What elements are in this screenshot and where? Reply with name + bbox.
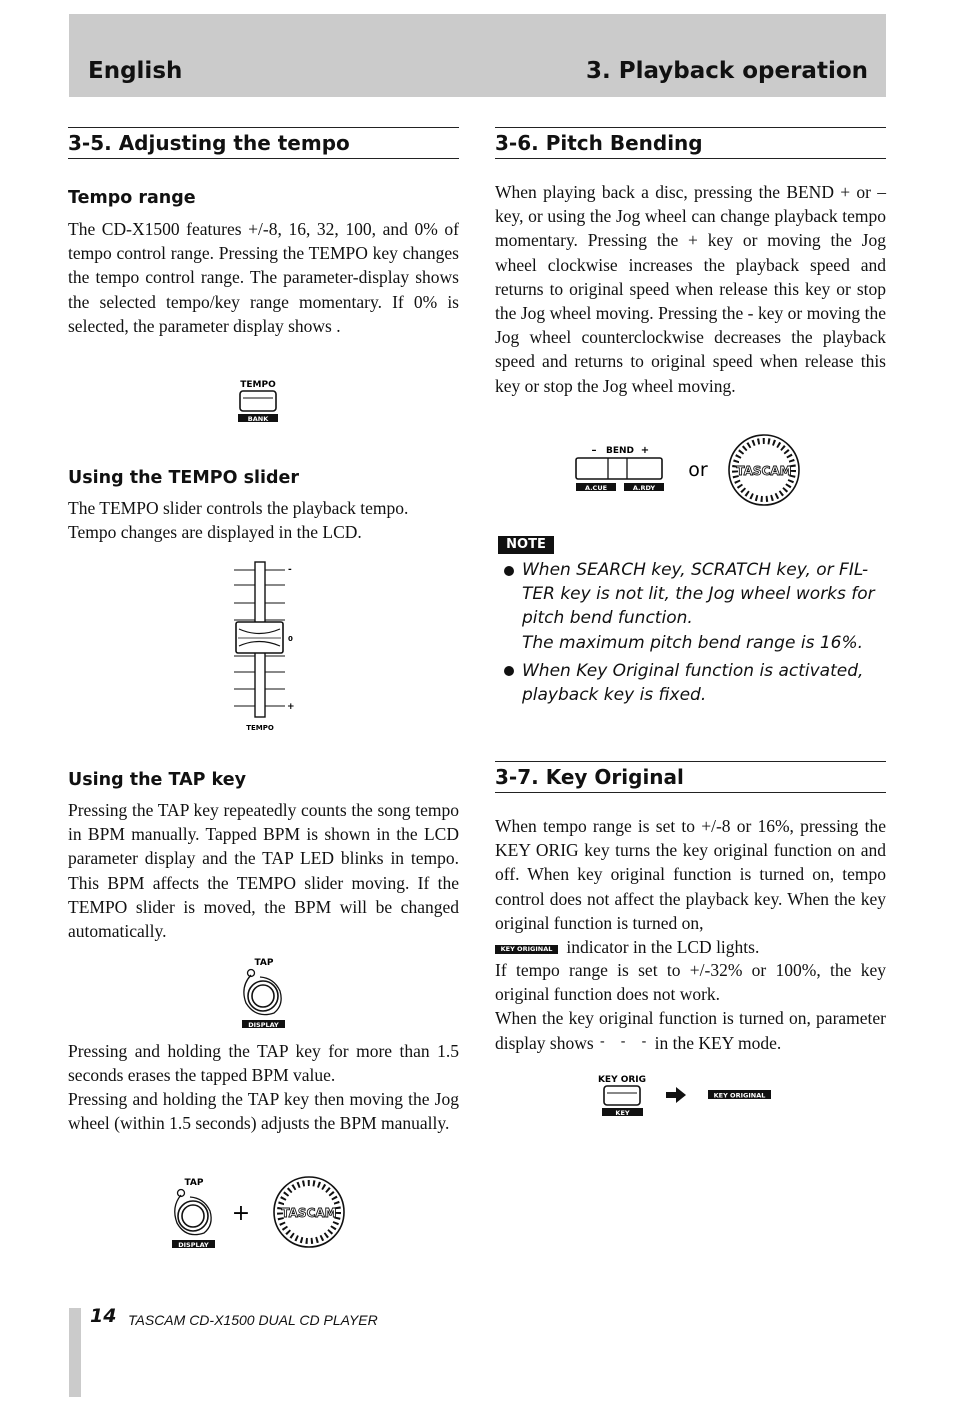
bend-label: BEND	[605, 446, 635, 456]
key-original-para-2: If tempo range is set to +/-32% or 100%, the key original function does not work.	[495, 960, 886, 1005]
key-original-para-3	[495, 1006, 886, 1055]
note-item-1	[522, 558, 888, 655]
bend-keys-illustration	[570, 434, 805, 508]
note-item-2: When Key Original function is activated, playback key is fixed.	[522, 661, 864, 706]
footer-bar	[69, 1308, 81, 1397]
bank-label: BANK	[247, 415, 269, 423]
section-3-6-title: 3-6. Pitch Bending	[495, 127, 886, 159]
key-original-para-1	[495, 814, 886, 959]
ardy-label: A.RDY	[632, 484, 656, 492]
header-chapter-title: 3. Playback operation	[586, 58, 868, 84]
tempo-key-button	[240, 391, 276, 411]
tempo-slider-text: The TEMPO slider controls the playback tempo. Tempo changes are displayed in the LCD.	[68, 498, 409, 543]
display-label: DISPLAY	[248, 1021, 279, 1029]
display-label-2: DISPLAY	[178, 1241, 209, 1249]
dashes-display: - - -	[598, 1034, 651, 1051]
page-number: 14	[90, 1305, 117, 1327]
tempo-key-label: TEMPO	[240, 380, 276, 390]
section-3-7-title: 3-7. Key Original	[495, 761, 886, 793]
note-bullet-1	[503, 565, 515, 577]
slider-bottom-label: TEMPO	[246, 724, 274, 732]
tap-key-label-2: TAP	[184, 1178, 204, 1188]
jog-wheel-1-logo: TASCAM	[281, 1206, 337, 1220]
note-1-line-2: The maximum pitch bend range is 16%.	[522, 632, 864, 653]
tap-key-label: TAP	[254, 958, 274, 968]
tempo-range-text: The CD-X1500 features +/-8, 16, 32, 100, and 0% of tempo control range. Pressing the TEMPO key changes the tempo control range. The parameter-display shows the selected tempo/key range momentary. If 0% is selected, the parameter display shows .	[68, 219, 459, 336]
tap-key-illustration	[238, 953, 290, 1031]
key-original-result-indicator: KEY ORIGINAL	[713, 1091, 766, 1100]
tempo-slider-heading: Using the TEMPO slider	[68, 468, 300, 488]
header-language: English	[88, 58, 183, 84]
tap-key-heading: Using the TAP key	[68, 770, 246, 790]
slider-zero-label: 0	[288, 635, 293, 643]
key-original-inline-indicator: KEY ORIGINAL	[495, 945, 558, 954]
bend-plus-label: +	[640, 445, 650, 456]
tempo-key-illustration	[234, 376, 284, 426]
tap-key-text-3: Pressing and holding the TAP key then moving the Jog wheel (within 1.5 seconds) adjusts the BPM manually.	[68, 1089, 459, 1134]
pitch-bending-text: When playing back a disc, pressing the BEND + or – key, or using the Jog wheel can change playback tempo momentary. Pressing the + key or moving the Jog wheel clockwise increases the playback speed and returns to original speed when release this key or stop the Jog wheel moving. Pressing the - key or moving the Jog wheel counterclockwise decreases the playback speed and returns to original speed when release this key or stop the Jog wheel moving.	[495, 182, 886, 396]
slider-minus-label: -	[288, 565, 292, 575]
jog-wheel-2-logo: TASCAM	[736, 464, 792, 478]
footer-product-name: TASCAM CD-X1500 DUAL CD PLAYER	[128, 1312, 378, 1328]
tap-key-text-2: Pressing and holding the TAP key for more than 1.5 seconds erases the tapped BPM value.	[68, 1041, 459, 1086]
key-original-para-3-text: When the key original function is turned on, parameter display shows	[495, 1008, 886, 1054]
header-band	[69, 14, 886, 97]
slider-plus-label: +	[287, 702, 295, 712]
or-text: or	[688, 459, 708, 481]
note-1-line-1: When SEARCH key, SCRATCH key, or FIL-TER key is not lit, the Jog wheel works for pitch bend function.	[522, 560, 875, 629]
tap-plus-jog-illustration	[168, 1172, 350, 1252]
tempo-slider-illustration	[228, 558, 308, 736]
note-badge: NOTE	[498, 536, 554, 554]
arrow-right-icon	[666, 1087, 686, 1103]
bend-minus-label: –	[591, 445, 597, 456]
key-orig-button	[604, 1086, 640, 1105]
section-3-5-title: 3-5. Adjusting the tempo	[68, 127, 459, 159]
key-original-para-1-text: When tempo range is set to +/-8 or 16%, pressing the KEY ORIG key turns the key original function on and off. When key original function is turned on, tempo control does not affect the playback key. When the key original function is turned on,	[495, 816, 886, 933]
tap-key-text-1: Pressing the TAP key repeatedly counts the song tempo in BPM manually. Tapped BPM is shown in the LCD parameter display and the TAP LED blinks in tempo. This BPM affects the TEMPO slider moving. If the TEMPO slider is moved, the BPM will be changed automatically.	[68, 800, 459, 942]
key-original-para-1-after: indicator in the LCD lights.	[566, 937, 760, 958]
note-bullet-2	[503, 665, 515, 677]
key-original-para-3-after: in the KEY mode.	[654, 1033, 782, 1054]
acue-label: A.CUE	[584, 484, 608, 492]
key-orig-label: KEY ORIG	[597, 1075, 647, 1085]
key-orig-illustration	[596, 1070, 776, 1120]
plus-sign: +	[231, 1201, 251, 1226]
slider-knob	[236, 622, 283, 653]
key-bottom-label: KEY	[615, 1109, 630, 1117]
tempo-range-heading: Tempo range	[68, 188, 196, 208]
